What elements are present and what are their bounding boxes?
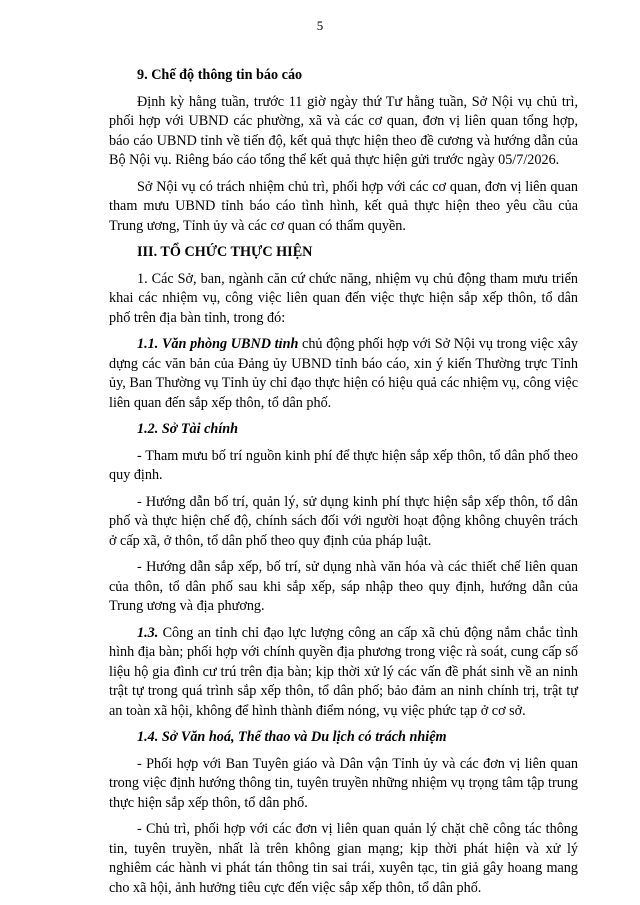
item-1-2-bullet: - Tham mưu bố trí nguồn kinh phí để thực hiện sắp xếp thôn, tổ dân phố theo quy định. bbox=[109, 447, 578, 483]
section-9-paragraph-2: Sở Nội vụ có trách nhiệm chủ trì, phối hợp với các cơ quan, đơn vị liên quan tham mưu UBND tỉnh báo cáo tình hình, kết quả thực hiện theo yêu cầu của Trung ương, Tỉnh ủy và các cơ quan có thẩm quyền. bbox=[109, 178, 578, 234]
item-1-2-heading: 1.2. Sở Tài chính bbox=[137, 421, 239, 437]
item-1-4-heading: 1.4. Sở Văn hoá, Thể thao và Du lịch có trách nhiệm bbox=[137, 729, 447, 745]
item-1-1-label: 1.1. Văn phòng UBND tỉnh bbox=[137, 336, 299, 352]
item-1-1-text: chủ động phối hợp với Sở Nội vụ trong việc xây dựng các văn bản của Đảng ủy UBND tỉnh báo cáo, xin ý kiến Thường trực Tỉnh ủy, Ban Thường vụ Tỉnh ủy chỉ đạo thực hiện có hiệu quả các nhiệm vụ, công việc liên quan đến sắp xếp thôn, tổ dân phố. bbox=[109, 336, 579, 411]
section-9-paragraph-1: Định kỳ hằng tuần, trước 11 giờ ngày thứ Tư hằng tuần, Sở Nội vụ chủ trì, phối hợp với UBND các phường, xã và các cơ quan, đơn vị liên quan tổng hợp, báo cáo UBND tỉnh về tiến độ, kết quả thực hiện theo đề cương và hướng dẫn của Bộ Nội vụ. Riêng báo cáo tổng thể kết quả thực hiện gửi trước ngày 05/7/2026. bbox=[109, 93, 578, 168]
item-1-2-bullet: - Hướng dẫn sắp xếp, bố trí, sử dụng nhà văn hóa và các thiết chế liên quan của thôn, tổ dân phố sau khi sắp xếp, sáp nhập theo quy định, hướng dẫn của Trung ương và địa phương. bbox=[109, 559, 578, 614]
item-1-3-paragraph bbox=[109, 624, 578, 722]
item-1-3-text: Công an tỉnh chỉ đạo lực lượng công an cấp xã chủ động nắm chắc tình hình địa bàn; phối hợp với chính quyền địa phương trong việc rà soát, cung cấp số liệu hộ gia đình cư trú trên địa bàn; kịp thời xử lý các vấn đề phát sinh về an ninh trật tự trong quá trình sắp xếp thôn, tổ dân phố; bảo đảm an ninh chính trị, trật tự an toàn xã hội, không để hình thành điểm nóng, vụ việc phức tạp ở cơ sở. bbox=[109, 624, 578, 719]
item-1-4-bullet: - Chủ trì, phối hợp với các đơn vị liên quan quản lý chặt chẽ công tác thông tin, tuyên truyền, nhất là trên không gian mạng; kịp thời phát hiện và xử lý nghiêm các hành vi phát tán thông tin sai trái, xuyên tạc, tin giả gây hoang mang cho xã hội, ảnh hưởng tiêu cực đến việc sắp xếp thôn, tổ dân phố. bbox=[109, 821, 578, 896]
item-1-2-bullet: - Hướng dẫn bố trí, quản lý, sử dụng kinh phí thực hiện sắp xếp thôn, tổ dân phố và thực hiện chế độ, chính sách đối với người hoạt động không chuyên trách ở cấp xã, ở thôn, tổ dân phố theo quy định của pháp luật. bbox=[109, 493, 578, 549]
section-9-heading: 9. Chế độ thông tin báo cáo bbox=[137, 67, 303, 83]
item-1-1-paragraph bbox=[109, 335, 578, 413]
item-1-3-label: 1.3. bbox=[137, 624, 159, 641]
section-III-heading: III. TỔ CHỨC THỰC HIỆN bbox=[137, 244, 313, 260]
page-number: 5 bbox=[316, 18, 324, 33]
item-1-4-bullet: - Phối hợp với Ban Tuyên giáo và Dân vận Tỉnh ủy và các đơn vị liên quan trong việc định hướng thông tin, tuyên truyền những nhiệm vụ trọng tâm tập trung thực hiện sắp xếp thôn, tổ dân phố. bbox=[109, 755, 578, 811]
document-body bbox=[109, 66, 578, 905]
section-III-intro: 1. Các Sở, ban, ngành căn cứ chức năng, nhiệm vụ chủ động tham mưu triển khai các nhiệm vụ, công việc liên quan đến việc thực hiện sắp xếp thôn, tổ dân phố trên địa bàn tỉnh, trong đó: bbox=[109, 270, 578, 326]
